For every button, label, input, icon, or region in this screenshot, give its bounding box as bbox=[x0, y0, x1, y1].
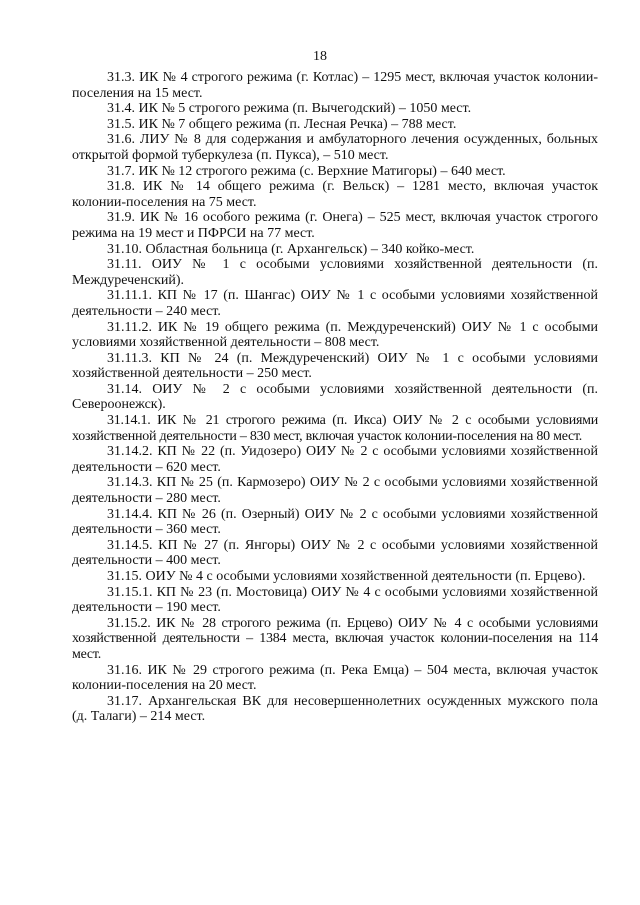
paragraph-31-10: 31.10. Областная больница (г. Архангельск) – 340 койко-мест. bbox=[107, 241, 475, 257]
paragraph-31-7: 31.7. ИК № 12 строгого режима (с. Верхние Матигоры) – 640 мест. bbox=[107, 163, 506, 179]
paragraph-31-15-1: 31.15.1. КП № 23 (п. Мостовица) ОИУ № 4 с особыми условиями хозяйственной деятельности – 190 мест. bbox=[72, 584, 598, 616]
page-number: 18 bbox=[313, 49, 327, 64]
paragraph-31-11-2: 31.11.2. ИК № 19 общего режима (п. Междуреченский) ОИУ № 1 с особыми условиями хозяйственной деятельности – 808 мест. bbox=[72, 319, 598, 351]
paragraph-31-8: 31.8. ИК № 14 общего режима (г. Вельск) – 1281 место, включая участок колонии-поселения на 75 мест. bbox=[72, 179, 598, 210]
paragraph-31-5: 31.5. ИК № 7 общего режима (п. Лесная Речка) – 788 мест. bbox=[107, 116, 457, 132]
paragraph-31-6: 31.6. ЛИУ № 8 для содержания и амбулаторного лечения осужденных, больных открытой формой туберкулеза (п. Пукса), – 510 мест. bbox=[72, 132, 598, 163]
paragraph-31-14-5: 31.14.5. КП № 27 (п. Янгоры) ОИУ № 2 с особыми условиями хозяйственной деятельности – 400 мест. bbox=[72, 537, 598, 569]
document-body bbox=[72, 70, 598, 725]
paragraph-31-14-2: 31.14.2. КП № 22 (п. Уидозеро) ОИУ № 2 с особыми условиями хозяйственной деятельности – 620 мест. bbox=[72, 444, 598, 475]
paragraph-31-11-1: 31.11.1. КП № 17 (п. Шангас) ОИУ № 1 с особыми условиями хозяйственной деятельности – 240 мест. bbox=[72, 288, 598, 319]
paragraph-31-15-2: 31.15.2. ИК № 28 строгого режима (п. Ерцево) ОИУ № 4 с особыми условиями хозяйственной деятельности – 1384 места, включая участок колонии-поселения на 114 мест. bbox=[72, 615, 598, 662]
paragraph-31-9: 31.9. ИК № 16 особого режима (г. Онега) – 525 мест, включая участок строгого режима на 19 мест и ПФРСИ на 77 мест. bbox=[72, 210, 598, 241]
paragraph-31-14-3: 31.14.3. КП № 25 (п. Кармозеро) ОИУ № 2 с особыми условиями хозяйственной деятельности – 280 мест. bbox=[72, 475, 598, 507]
paragraph-31-11-3: 31.11.3. КП № 24 (п. Междуреченский) ОИУ № 1 с особыми условиями хозяйственной деятельности – 250 мест. bbox=[72, 350, 598, 382]
paragraph-31-17: 31.17. Архангельская ВК для несовершеннолетних осужденных мужского пола (д. Талаги) – 214 мест. bbox=[72, 693, 598, 725]
paragraph-31-15: 31.15. ОИУ № 4 с особыми условиями хозяйственной деятельности (п. Ерцево). bbox=[107, 569, 586, 584]
paragraph-31-16: 31.16. ИК № 29 строгого режима (п. Река Емца) – 504 места, включая участок колонии-поселения на 20 мест. bbox=[72, 662, 598, 694]
paragraph-31-14: 31.14. ОИУ № 2 с особыми условиями хозяйственной деятельности (п. Североонежск). bbox=[72, 381, 598, 413]
paragraph-31-3: 31.3. ИК № 4 строгого режима (г. Котлас) – 1295 мест, включая участок колонии-поселения на 15 мест. bbox=[72, 70, 598, 101]
paragraph-31-14-1: 31.14.1. ИК № 21 строгого режима (п. Икса) ОИУ № 2 с особыми условиями хозяйственной деятельности – 830 мест, включая участок колонии-поселения на 80 мест. bbox=[72, 413, 598, 444]
paragraph-31-11: 31.11. ОИУ № 1 с особыми условиями хозяйственной деятельности (п. Междуреченский). bbox=[72, 257, 598, 288]
paragraph-31-14-4: 31.14.4. КП № 26 (п. Озерный) ОИУ № 2 с особыми условиями хозяйственной деятельности – 360 мест. bbox=[72, 506, 598, 538]
paragraph-31-4: 31.4. ИК № 5 строгого режима (п. Вычегодский) – 1050 мест. bbox=[107, 101, 472, 117]
